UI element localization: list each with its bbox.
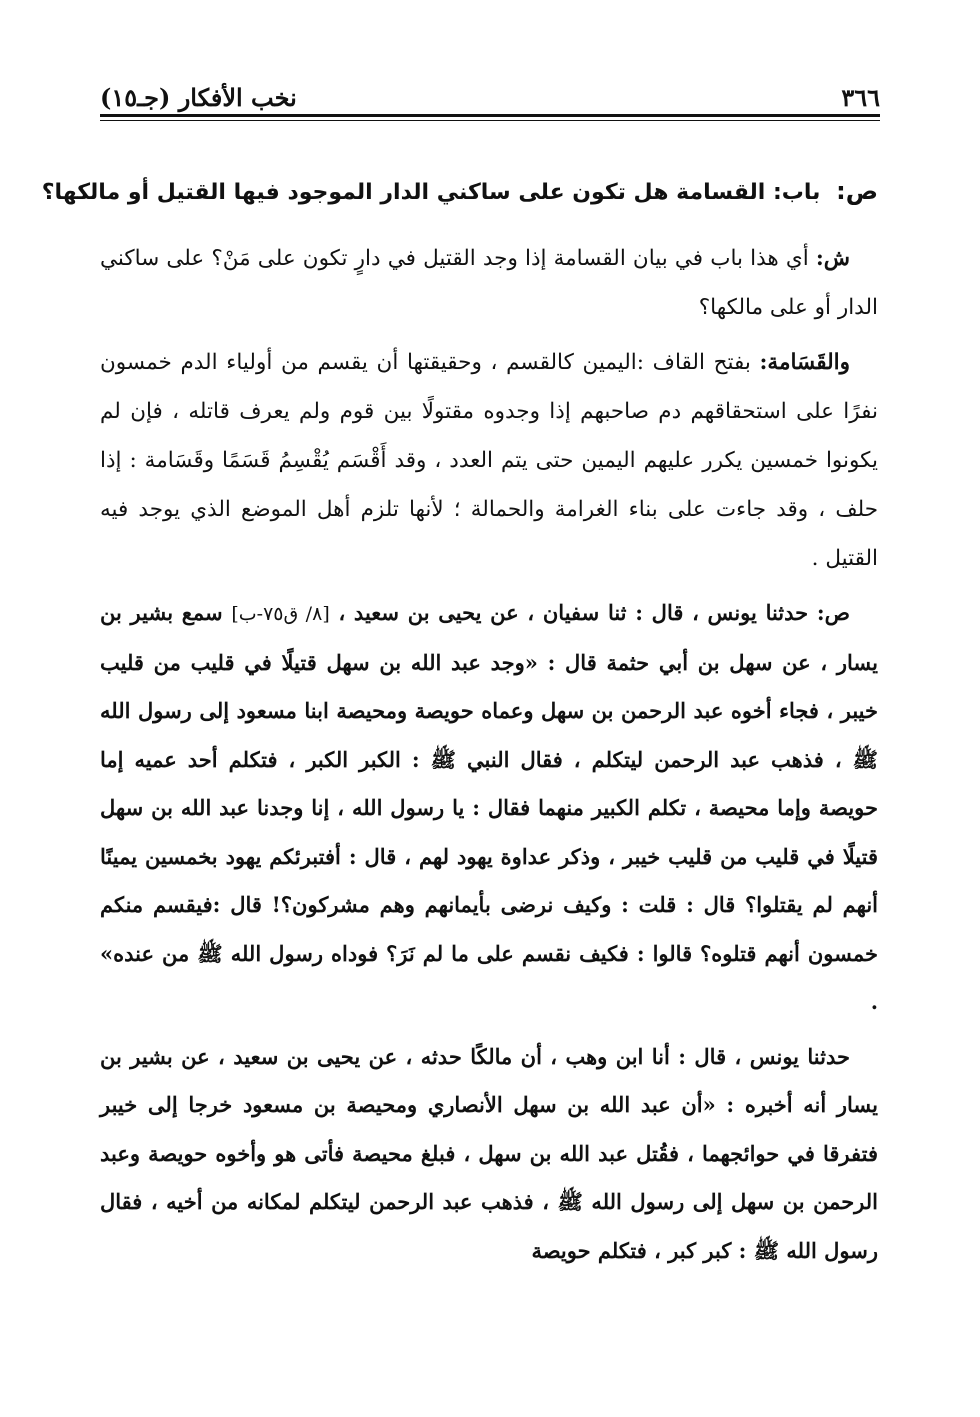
running-header — [100, 72, 880, 112]
chapter-heading — [41, 162, 878, 222]
header-rule — [100, 114, 880, 117]
hadith-2-text: حدثنا يونس ، قال : أنا ابن وهب ، أن مالكًا حدثه ، عن يحيى بن سعيد ، عن بشير بن يسار أنه أخبره : «أن عبد الله بن سهل الأنصاري ومحيصة بن مسعود خرجا إلى خيبر فتفرقا في حوائجهما ، فقُتل عبد الله بن سهل ، فبلغ محيصة فأتى هو وأخوه حويصة وعبد الرحمن بن سهل إلى رسول الله ﷺ ، فذهب عبد الرحمن ليتكلم لمكانه من أخيه ، فقال رسول الله ﷺ : كبر كبر ، فتكلم حويصة — [100, 1043, 878, 1263]
hadith-1-text-rest: سمع بشير بن يسار ، عن سهل بن أبي حثمة قال : «وجد عبد الله بن سهل قتيلًا في قليب من قليب خيبر ، فجاء أخوه عبد الرحمن بن سهل وعماه حويصة ومحيصة ابنا مسعود إلى رسول الله ﷺ ، فذهب عبد الرحمن ليتكلم ، فقال النبي ﷺ : الكبر الكبر ، فتكلم أحد عميه إما حويصة وإما محيصة ، تكلم الكبير منهما فقال : يا رسول الله ، إنا وجدنا عبد الله بن سهل قتيلًا في قليب من قليب خيبر ، وذكر عداوة يهود لهم ، قال : أفتبرئكم يهود بخمسين يمينًا أنهم لم يقتلوا؟ قال : قلت : وكيف نرضى بأيمانهم وهم مشركون؟! قال :فيقسم منكم خمسون أنهم قتلوه؟ قالوا : فكيف نقسم على ما لم نَرَ؟ فوداه رسول الله ﷺ من عنده» . — [100, 600, 878, 1014]
chapter-marker: ص: — [836, 177, 878, 205]
commentary-text: أي هذا باب في بيان القسامة إذا وجد القتيل في دارٍ تكون على مَنْ؟ على ساكني الدار أو على مالكها؟ — [100, 246, 878, 320]
definition-paragraph — [100, 338, 878, 583]
definition-text: بفتح القاف :اليمين كالقسم ، وحقيقتها أن يقسم من أولياء الدم خمسون نفرًا على استحقاقهم دم صاحبهم إذا وجدوه مقتولًا بين قوم ولم يعرف قاتله ، فإن لم يكونوا خمسين يكرر عليهم اليمين حتى يتم العدد ، وقد أَقْسَم يُقْسِمُ قَسَمًا وقَسَامة : إذا حلف ، وقد جاءت على بناء الغرامة والحمالة ؛ لأنها تلزم أهل الموضع الذي يوجد فيه القتيل . — [100, 350, 878, 571]
commentary-paragraph — [100, 234, 878, 332]
book-title: نخب الأفكار (جـ١٥) — [100, 83, 297, 112]
hadith-paragraph-2 — [100, 1033, 878, 1276]
chapter-title: باب: القسامة هل تكون على ساكني الدار الموجود فيها القتيل أو مالكها؟ — [41, 180, 821, 205]
page-content — [41, 162, 878, 1281]
commentary-lead: ش: — [815, 246, 850, 271]
page-number: ٣٦٦ — [841, 83, 880, 112]
definition-lead: والقَسَامة: — [759, 350, 850, 375]
hadith-1-lead: ص: — [816, 600, 850, 625]
hadith-paragraph-1 — [100, 589, 878, 1027]
hadith-1-text-start: حدثنا يونس ، قال : ثنا سفيان ، عن يحيى بن سعيد ، — [338, 600, 809, 625]
header-rule-thin — [100, 120, 880, 121]
manuscript-folio-ref: [٨/ ق٧٥-ب] — [231, 603, 330, 625]
